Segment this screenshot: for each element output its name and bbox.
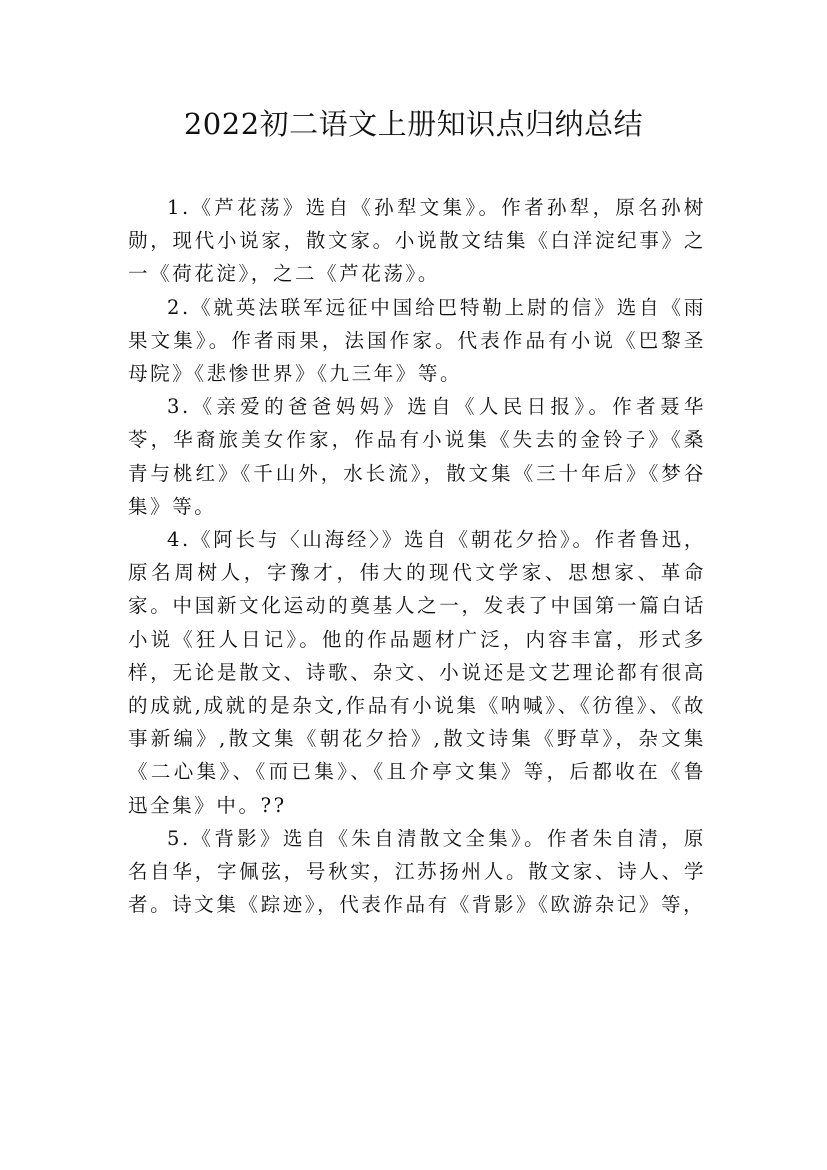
paragraph-2: 2.《就英法联军远征中国给巴特勒上尉的信》选自《雨果文集》。作者雨果，法国作家。代表作品有小说《巴黎圣母院》《悲惨世界》《九三年》等。 xyxy=(128,295,706,386)
paragraph-5: 5.《背影》选自《朱自清散文全集》。作者朱自清，原名自华，字佩弦，号秋实，江苏扬州人。散文家、诗人、学者。诗文集《踪迹》，代表作品有《背影》《欧游杂记》等， xyxy=(128,826,706,917)
paragraph-4: 4.《阿长与〈山海经〉》选自《朝花夕拾》。作者鲁迅，原名周树人，字豫才，伟大的现代文学家、思想家、革命家。中国新文化运动的奠基人之一，发表了中国第一篇白话小说《狂人日记》。他的作品题材广泛，内容丰富，形式多样，无论是散文、诗歌、杂文、小说还是文艺理论都有很高的成就,成就的是杂文,作品有小说集《呐喊》、《彷徨》、《故事新编》,散文集《朝花夕拾》,散文诗集《野草》，杂文集《二心集》、《而已集》、《且介亭文集》等，后都收在《鲁迅全集》中。?? xyxy=(128,528,706,817)
paragraph-3: 3.《亲爱的爸爸妈妈》选自《人民日报》。作者聂华苓，华裔旅美女作家，作品有小说集《失去的金铃子》《桑青与桃红》《千山外，水长流》，散文集《三十年后》《梦谷集》等。 xyxy=(128,395,706,518)
document-body xyxy=(128,191,706,921)
paragraph-1: 1.《芦花荡》选自《孙犁文集》。作者孙犁，原名孙树勋，现代小说家，散文家。小说散文结集《白洋淀纪事》之一《荷花淀》，之二《芦花荡》。 xyxy=(128,196,706,286)
document-title: 2022初二语文上册知识点归纳总结 xyxy=(183,107,644,141)
